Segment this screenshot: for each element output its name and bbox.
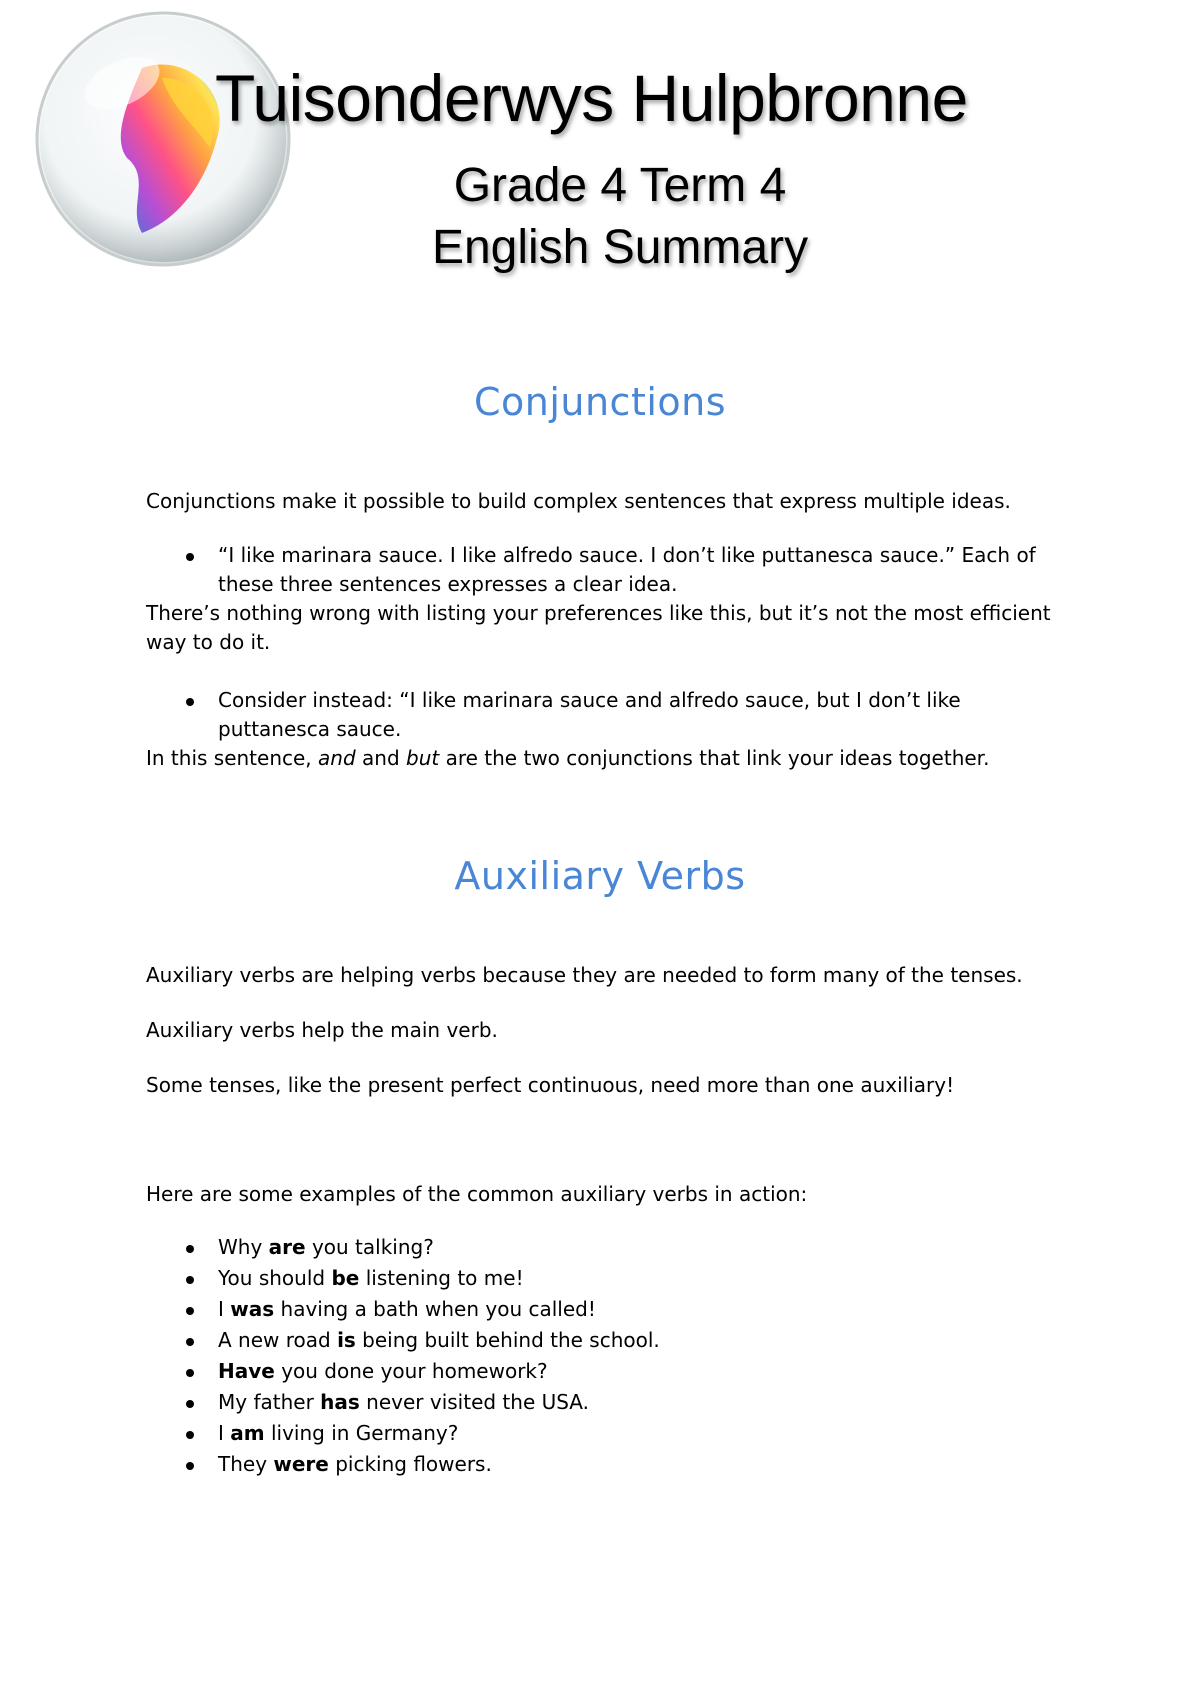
text-span: having a bath when you called!: [274, 1297, 596, 1321]
auxiliary-para-1: Auxiliary verbs are helping verbs because they are needed to form many of the tenses.: [146, 963, 1023, 987]
text-span: A new road: [218, 1328, 338, 1352]
list-item: [180, 1264, 1060, 1295]
bullet-icon: [186, 1369, 194, 1377]
bullet-icon: [186, 553, 194, 561]
bullet-icon: [186, 1400, 194, 1408]
list-item: [180, 541, 1066, 599]
auxiliary-verb: were: [273, 1452, 329, 1476]
conjunctions-example-2: Consider instead: “I like marinara sauce and alfredo sauce, but I don’t like puttanesca sauce.: [218, 688, 961, 741]
text-span: you done your homework?: [274, 1359, 548, 1383]
conjunction-but: but: [406, 746, 440, 770]
bullet-icon: [186, 1338, 194, 1346]
conjunctions-heading: Conjunctions: [473, 380, 727, 424]
list-item: [180, 1233, 1060, 1264]
list-item: [180, 1295, 1060, 1326]
summary-subtitle: English Summary: [431, 221, 809, 274]
auxiliary-verb: be: [331, 1266, 360, 1290]
text-span: and: [355, 746, 407, 770]
auxiliary-para-2: Auxiliary verbs help the main verb.: [146, 1018, 498, 1042]
auxiliary-verb: Have: [218, 1359, 275, 1383]
auxiliary-para-3: Some tenses, like the present perfect continuous, need more than one auxiliary!: [146, 1073, 955, 1097]
auxiliary-verb: was: [230, 1297, 275, 1321]
page-header: [0, 0, 1200, 290]
conjunction-and: and: [318, 746, 356, 770]
conjunctions-para-3: [146, 744, 1066, 773]
list-item: [180, 1388, 1060, 1419]
text-span: you talking?: [305, 1235, 434, 1259]
text-span: I: [218, 1297, 231, 1321]
conjunctions-example-1: “I like marinara sauce. I like alfredo sauce. I don’t like puttanesca sauce.” Each of these three sentences expresses a clear idea.: [218, 543, 1036, 596]
list-item: [180, 686, 1066, 744]
list-item: [180, 1419, 1060, 1450]
bullet-icon: [186, 1307, 194, 1315]
auxiliary-verb: are: [268, 1235, 306, 1259]
soap-bubble-logo-icon: [32, 8, 294, 270]
bullet-icon: [186, 698, 194, 706]
bullet-icon: [186, 1245, 194, 1253]
text-span: are the two conjunctions that link your ideas together.: [439, 746, 990, 770]
auxiliary-examples-list: [180, 1233, 1060, 1481]
text-span: I: [218, 1421, 231, 1445]
text-span: You should: [218, 1266, 332, 1290]
bullet-icon: [186, 1462, 194, 1470]
text-span: listening to me!: [359, 1266, 524, 1290]
list-item: [180, 1357, 1060, 1388]
text-span: In this sentence,: [146, 746, 319, 770]
bullet-icon: [186, 1276, 194, 1284]
conjunctions-intro: Conjunctions make it possible to build complex sentences that express multiple ideas.: [146, 489, 1011, 513]
auxiliary-para-4: Here are some examples of the common auxiliary verbs in action:: [146, 1182, 808, 1206]
auxiliary-verbs-heading: Auxiliary Verbs: [454, 854, 746, 898]
auxiliary-verb: has: [320, 1390, 360, 1414]
conjunctions-para-2: There’s nothing wrong with listing your preferences like this, but it’s not the most efficient way to do it.: [146, 601, 1051, 654]
auxiliary-verb: is: [337, 1328, 356, 1352]
text-span: never visited the USA.: [359, 1390, 589, 1414]
text-span: living in Germany?: [264, 1421, 459, 1445]
grade-term-subtitle: Grade 4 Term 4: [453, 159, 787, 212]
page-title: Tuisonderwys Hulpbronne: [215, 61, 968, 135]
text-span: My father: [218, 1390, 321, 1414]
text-span: They: [218, 1452, 274, 1476]
auxiliary-verb: am: [230, 1421, 265, 1445]
text-span: picking flowers.: [328, 1452, 492, 1476]
bullet-icon: [186, 1431, 194, 1439]
list-item: [180, 1450, 1060, 1481]
list-item: [180, 1326, 1060, 1357]
text-span: Why: [218, 1235, 269, 1259]
text-span: being built behind the school.: [355, 1328, 660, 1352]
